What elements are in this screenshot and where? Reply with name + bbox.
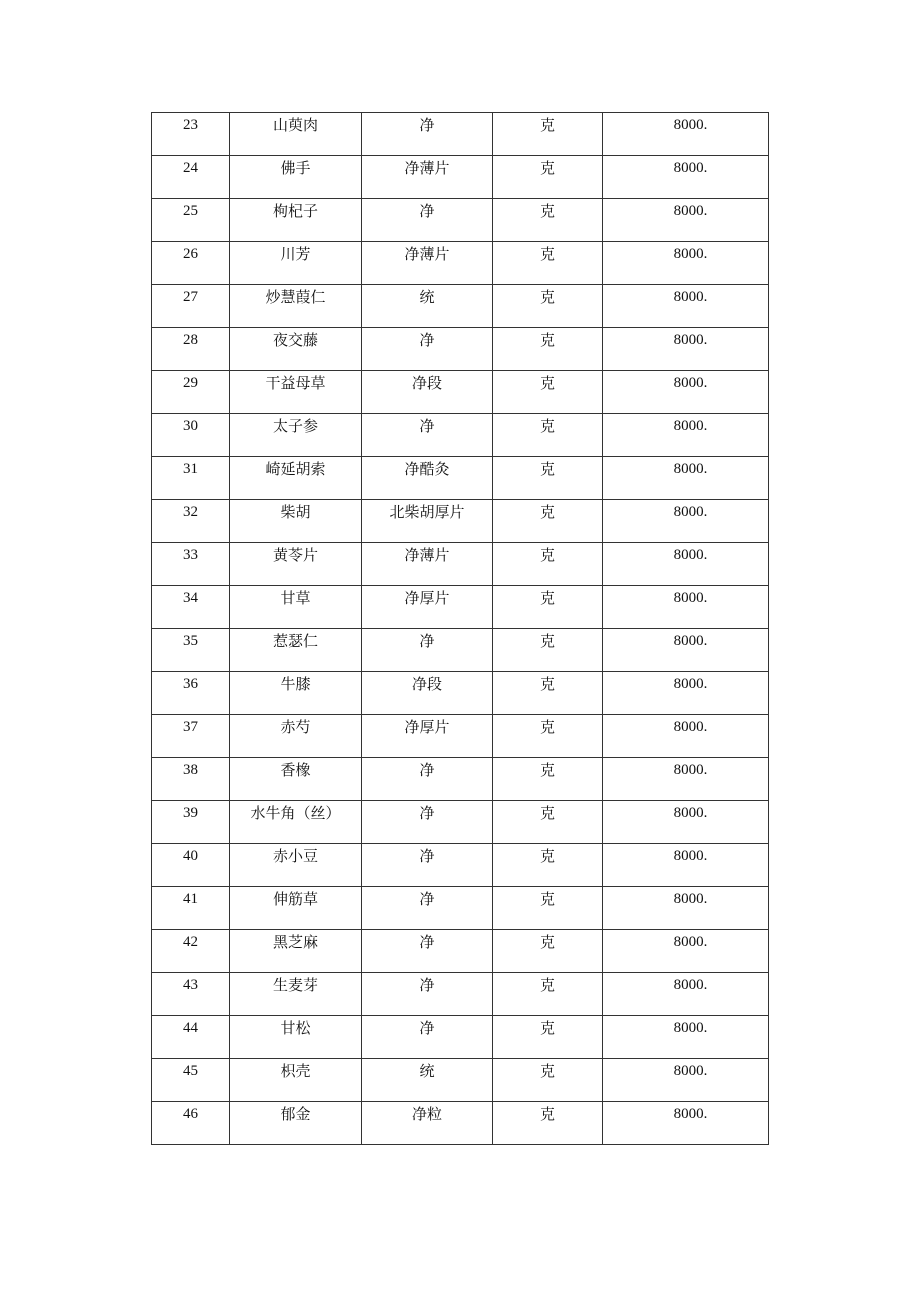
herb-quantity: 8000. bbox=[603, 672, 769, 715]
row-number: 33 bbox=[152, 543, 230, 586]
row-number: 42 bbox=[152, 930, 230, 973]
table-row bbox=[152, 586, 769, 629]
herb-spec: 净 bbox=[362, 199, 493, 242]
row-number: 36 bbox=[152, 672, 230, 715]
table-row bbox=[152, 930, 769, 973]
table-row bbox=[152, 715, 769, 758]
herb-name: 川芳 bbox=[230, 242, 362, 285]
row-number: 26 bbox=[152, 242, 230, 285]
row-number: 23 bbox=[152, 113, 230, 156]
herb-quantity: 8000. bbox=[603, 371, 769, 414]
herb-unit: 克 bbox=[493, 457, 603, 500]
herb-name: 水牛角（丝） bbox=[230, 801, 362, 844]
herb-spec: 净 bbox=[362, 414, 493, 457]
herb-name: 郁金 bbox=[230, 1102, 362, 1145]
herb-unit: 克 bbox=[493, 328, 603, 371]
row-number: 28 bbox=[152, 328, 230, 371]
herb-spec: 净厚片 bbox=[362, 715, 493, 758]
herb-spec: 净段 bbox=[362, 672, 493, 715]
table-row bbox=[152, 328, 769, 371]
table-row bbox=[152, 629, 769, 672]
herb-name: 崎延胡索 bbox=[230, 457, 362, 500]
row-number: 34 bbox=[152, 586, 230, 629]
herb-quantity: 8000. bbox=[603, 113, 769, 156]
herb-quantity: 8000. bbox=[603, 1059, 769, 1102]
herb-unit: 克 bbox=[493, 500, 603, 543]
herb-unit: 克 bbox=[493, 242, 603, 285]
herb-name: 生麦芽 bbox=[230, 973, 362, 1016]
table-row bbox=[152, 887, 769, 930]
row-number: 24 bbox=[152, 156, 230, 199]
herb-unit: 克 bbox=[493, 543, 603, 586]
herb-name: 干益母草 bbox=[230, 371, 362, 414]
table-row bbox=[152, 371, 769, 414]
herb-unit: 克 bbox=[493, 801, 603, 844]
herb-quantity: 8000. bbox=[603, 543, 769, 586]
herb-spec: 净 bbox=[362, 113, 493, 156]
herb-unit: 克 bbox=[493, 156, 603, 199]
herb-quantity: 8000. bbox=[603, 500, 769, 543]
herb-spec: 净厚片 bbox=[362, 586, 493, 629]
herb-name: 赤芍 bbox=[230, 715, 362, 758]
herb-spec: 北柴胡厚片 bbox=[362, 500, 493, 543]
row-number: 25 bbox=[152, 199, 230, 242]
herb-name: 枳壳 bbox=[230, 1059, 362, 1102]
row-number: 32 bbox=[152, 500, 230, 543]
herb-name: 太子参 bbox=[230, 414, 362, 457]
herb-name: 佛手 bbox=[230, 156, 362, 199]
herb-name: 甘松 bbox=[230, 1016, 362, 1059]
row-number: 37 bbox=[152, 715, 230, 758]
herb-unit: 克 bbox=[493, 414, 603, 457]
herb-name: 甘草 bbox=[230, 586, 362, 629]
herb-quantity: 8000. bbox=[603, 973, 769, 1016]
herb-spec: 净 bbox=[362, 973, 493, 1016]
herb-unit: 克 bbox=[493, 199, 603, 242]
table-row bbox=[152, 672, 769, 715]
table-row bbox=[152, 199, 769, 242]
herb-name: 赤小豆 bbox=[230, 844, 362, 887]
table-row bbox=[152, 1102, 769, 1145]
table-row bbox=[152, 1059, 769, 1102]
row-number: 45 bbox=[152, 1059, 230, 1102]
herb-quantity: 8000. bbox=[603, 1016, 769, 1059]
herb-unit: 克 bbox=[493, 586, 603, 629]
herb-spec: 净 bbox=[362, 758, 493, 801]
herb-name: 香橡 bbox=[230, 758, 362, 801]
herb-unit: 克 bbox=[493, 715, 603, 758]
herb-name: 黄苓片 bbox=[230, 543, 362, 586]
herb-name: 山萸肉 bbox=[230, 113, 362, 156]
row-number: 31 bbox=[152, 457, 230, 500]
herb-spec: 净 bbox=[362, 930, 493, 973]
herb-name: 枸杞子 bbox=[230, 199, 362, 242]
herb-unit: 克 bbox=[493, 285, 603, 328]
herb-unit: 克 bbox=[493, 887, 603, 930]
herb-table bbox=[151, 112, 769, 1145]
herb-unit: 克 bbox=[493, 113, 603, 156]
herb-unit: 克 bbox=[493, 629, 603, 672]
row-number: 39 bbox=[152, 801, 230, 844]
table-row bbox=[152, 801, 769, 844]
table-row bbox=[152, 758, 769, 801]
herb-name: 柴胡 bbox=[230, 500, 362, 543]
herb-name: 伸筋草 bbox=[230, 887, 362, 930]
table-row bbox=[152, 543, 769, 586]
table-row bbox=[152, 285, 769, 328]
herb-quantity: 8000. bbox=[603, 930, 769, 973]
herb-quantity: 8000. bbox=[603, 457, 769, 500]
herb-quantity: 8000. bbox=[603, 199, 769, 242]
herb-spec: 净酷灸 bbox=[362, 457, 493, 500]
herb-unit: 克 bbox=[493, 973, 603, 1016]
herb-spec: 净 bbox=[362, 328, 493, 371]
herb-quantity: 8000. bbox=[603, 328, 769, 371]
herb-unit: 克 bbox=[493, 930, 603, 973]
table-row bbox=[152, 844, 769, 887]
herb-spec: 净 bbox=[362, 629, 493, 672]
table-row bbox=[152, 414, 769, 457]
row-number: 30 bbox=[152, 414, 230, 457]
row-number: 27 bbox=[152, 285, 230, 328]
herb-spec: 净 bbox=[362, 844, 493, 887]
herb-name: 牛膝 bbox=[230, 672, 362, 715]
herb-quantity: 8000. bbox=[603, 586, 769, 629]
herb-spec: 净薄片 bbox=[362, 242, 493, 285]
herb-name: 黑芝麻 bbox=[230, 930, 362, 973]
herb-spec: 净粒 bbox=[362, 1102, 493, 1145]
table-row bbox=[152, 113, 769, 156]
herb-quantity: 8000. bbox=[603, 1102, 769, 1145]
herb-spec: 净段 bbox=[362, 371, 493, 414]
row-number: 41 bbox=[152, 887, 230, 930]
herb-unit: 克 bbox=[493, 1059, 603, 1102]
herb-quantity: 8000. bbox=[603, 715, 769, 758]
herb-spec: 净 bbox=[362, 801, 493, 844]
herb-quantity: 8000. bbox=[603, 844, 769, 887]
row-number: 29 bbox=[152, 371, 230, 414]
herb-quantity: 8000. bbox=[603, 887, 769, 930]
herb-table-body bbox=[152, 113, 769, 1145]
herb-quantity: 8000. bbox=[603, 414, 769, 457]
row-number: 40 bbox=[152, 844, 230, 887]
row-number: 44 bbox=[152, 1016, 230, 1059]
herb-quantity: 8000. bbox=[603, 629, 769, 672]
herb-unit: 克 bbox=[493, 758, 603, 801]
herb-name: 炒慧葭仁 bbox=[230, 285, 362, 328]
herb-spec: 统 bbox=[362, 1059, 493, 1102]
table-row bbox=[152, 457, 769, 500]
herb-unit: 克 bbox=[493, 844, 603, 887]
row-number: 46 bbox=[152, 1102, 230, 1145]
herb-quantity: 8000. bbox=[603, 242, 769, 285]
herb-spec: 净 bbox=[362, 887, 493, 930]
herb-quantity: 8000. bbox=[603, 801, 769, 844]
table-row bbox=[152, 973, 769, 1016]
table-row bbox=[152, 242, 769, 285]
herb-name: 惹瑟仁 bbox=[230, 629, 362, 672]
herb-quantity: 8000. bbox=[603, 758, 769, 801]
table-row bbox=[152, 500, 769, 543]
table-row bbox=[152, 1016, 769, 1059]
herb-unit: 克 bbox=[493, 672, 603, 715]
herb-quantity: 8000. bbox=[603, 156, 769, 199]
herb-name: 夜交藤 bbox=[230, 328, 362, 371]
herb-quantity: 8000. bbox=[603, 285, 769, 328]
herb-unit: 克 bbox=[493, 1016, 603, 1059]
herb-spec: 统 bbox=[362, 285, 493, 328]
herb-unit: 克 bbox=[493, 1102, 603, 1145]
row-number: 38 bbox=[152, 758, 230, 801]
herb-spec: 净薄片 bbox=[362, 543, 493, 586]
herb-unit: 克 bbox=[493, 371, 603, 414]
herb-spec: 净 bbox=[362, 1016, 493, 1059]
row-number: 35 bbox=[152, 629, 230, 672]
table-row bbox=[152, 156, 769, 199]
herb-spec: 净薄片 bbox=[362, 156, 493, 199]
row-number: 43 bbox=[152, 973, 230, 1016]
